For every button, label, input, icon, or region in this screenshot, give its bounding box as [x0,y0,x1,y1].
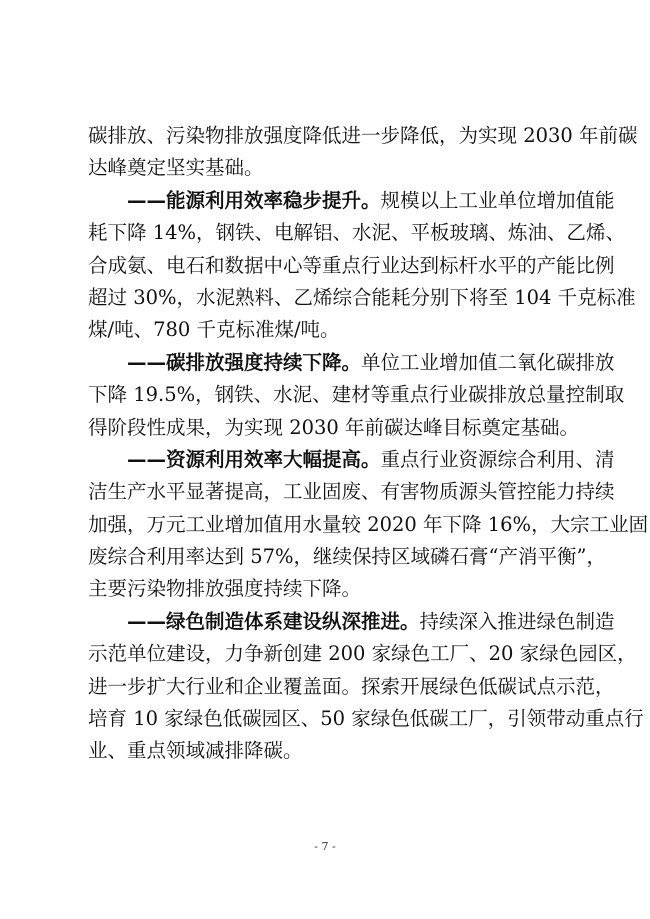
page-number: - 7 - [314,840,336,853]
paragraph-line: 培育 10 家绿色低碳园区、50 家绿色低碳工厂，引领带动重点行 [88,707,644,731]
paragraph-line: 业、重点领域减排降碳。 [88,739,303,763]
paragraph-line: 碳排放、污染物排放强度降低进一步降低，为实现 2030 年前碳 [88,124,638,147]
paragraph-text: 持续深入推进绿色制造 [419,609,615,633]
section-heading: ——碳排放强度持续下降。 [127,350,362,374]
paragraph-line: 耗下降 14%，钢铁、电解铝、水泥、平板玻璃、炼油、乙烯、 [88,221,626,245]
paragraph-line: 合成氨、电石和数据中心等重点行业达到标杆水平的产能比例 [88,253,615,277]
paragraph-first-line [88,347,615,379]
paragraph-text: 规模以上工业单位增加值能 [380,188,615,212]
paragraph-line: 加强，万元工业增加值用水量较 2020 年下降 16%，大宗工业固 [88,512,649,536]
paragraph-line: 得阶段性成果，为实现 2030 年前碳达峰目标奠定基础。 [88,415,580,439]
paragraph-line: 煤/吨、780 千克标准煤/吨。 [88,318,340,342]
paragraph-line: 进一步扩大行业和企业覆盖面。探索开展绿色低碳试点示范， [88,674,615,698]
paragraph-first-line [88,444,615,476]
paragraph-line: 主要污染物排放强度持续下降。 [88,577,362,601]
paragraph-text: 重点行业资源综合利用、清 [380,447,615,471]
document-body [88,120,649,768]
section-heading: ——资源利用效率大幅提高。 [127,447,381,471]
section-heading: ——绿色制造体系建设纵深推进。 [127,609,420,633]
paragraph-line: 下降 19.5%，钢铁、水泥、建材等重点行业碳排放总量控制取 [88,383,625,407]
section-heading: ——能源利用效率稳步提升。 [127,188,381,212]
paragraph-text: 单位工业增加值二氧化碳排放 [361,350,615,374]
paragraph-line: 示范单位建设，力争新创建 200 家绿色工厂、20 家绿色园区， [88,642,637,666]
paragraph-line: 超过 30%，水泥熟料、乙烯综合能耗分别下将至 104 千克标准 [88,285,636,309]
paragraph-first-line [88,606,615,638]
paragraph-line: 达峰奠定坚实基础。 [88,156,264,180]
paragraph-line: 废综合利用率达到 57%，继续保持区域磷石膏“产消平衡”， [88,545,606,569]
paragraph-first-line [88,185,615,217]
paragraph-line: 洁生产水平显著提高，工业固废、有害物质源头管控能力持续 [88,480,615,504]
